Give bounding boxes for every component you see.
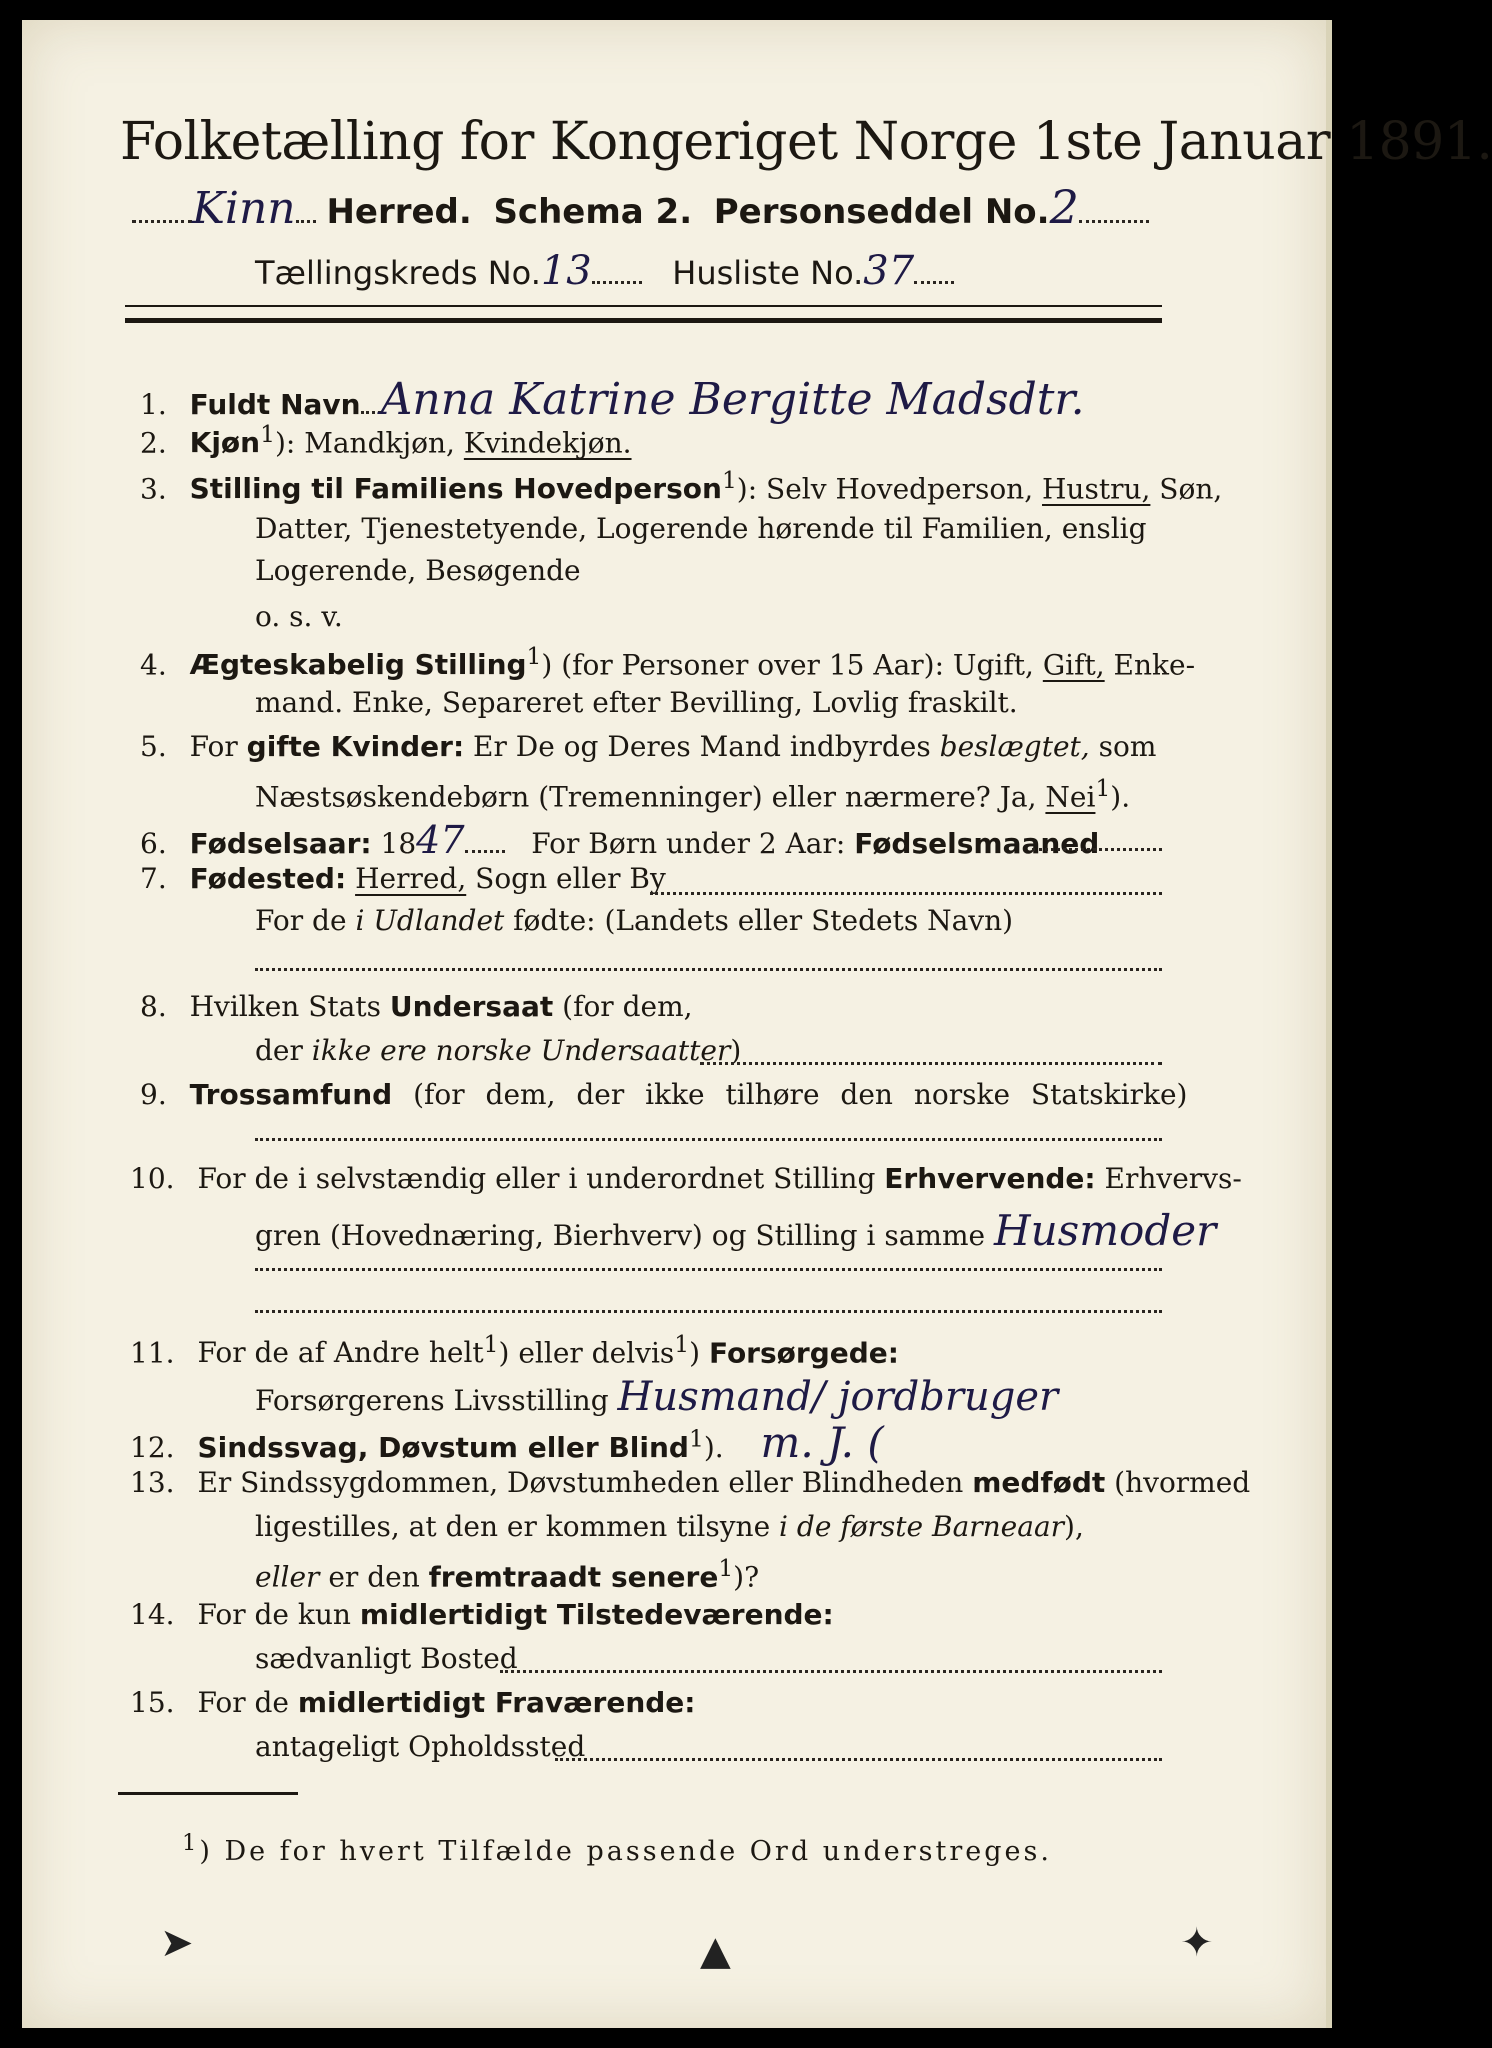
item-label: fremtraadt senere (428, 1560, 719, 1594)
item-6 (140, 818, 1099, 862)
item-number: 4. (140, 648, 167, 682)
schema-label: Schema 2. (493, 192, 693, 232)
item-text: som (1089, 730, 1157, 763)
item-text: ): Selv Hovedperson, (736, 472, 1043, 506)
underlined-choice: Gift, (1042, 648, 1105, 682)
item-10 (130, 1162, 1242, 1195)
underlined-choice: Kvindekjøn. (463, 426, 632, 460)
item-2 (140, 420, 632, 459)
item-text: Søn, (1150, 472, 1223, 506)
fill-line (255, 1310, 1162, 1313)
header-rule-thin (125, 305, 1162, 307)
item-text: 18 (371, 827, 417, 860)
item-label: Ægteskabelig Stilling (189, 648, 527, 682)
kreds-label: Tællingskreds No. (255, 254, 541, 292)
fill-line (555, 1758, 1162, 1761)
item-text: Enke- (1104, 648, 1196, 682)
footnote (182, 1830, 1052, 1867)
item-5 (140, 730, 1156, 763)
item-text: Forsørgerens Livsstilling (255, 1384, 609, 1417)
item-text: For de (197, 1686, 298, 1719)
item-4-line-2: mand. Enke, Separeret efter Bevilling, Lovlig fraskilt. (255, 686, 1018, 719)
footnote-ref: 1 (483, 1330, 499, 1358)
item-8-line-2 (255, 1034, 741, 1067)
item-7 (140, 862, 666, 895)
item-3-line-3: Logerende, Besøgende (255, 554, 581, 587)
item-13-line-2 (255, 1510, 1084, 1543)
husliste-label: Husliste No. (672, 254, 864, 292)
footnote-ref: 1 (718, 1554, 734, 1582)
underlined-choice: Nei (1045, 780, 1096, 814)
item-number: 13. (130, 1466, 175, 1499)
item-text (364, 904, 373, 937)
item-4 (140, 642, 1195, 681)
item-text: er den (319, 1560, 429, 1594)
item-text: ) (730, 1034, 742, 1067)
item-text: ligestilles, at den er kommen tilsyne (255, 1510, 780, 1543)
item-label: Stilling til Familiens Hovedperson (189, 472, 722, 506)
footnote-ref: 1 (1095, 774, 1111, 802)
item-text: ) eller delvis (498, 1336, 675, 1370)
item-label: Fødested: (189, 862, 347, 895)
husliste-value: 37 (863, 248, 915, 294)
fill-line (255, 1138, 1162, 1141)
item-label: Trossamfund (189, 1078, 393, 1111)
item-3-line-4: o. s. v. (255, 600, 343, 633)
footnote-rule (118, 1792, 298, 1795)
item-text: Erhvervs- (1095, 1162, 1242, 1195)
item-number: 14. (130, 1598, 175, 1631)
item-number: 6. (140, 827, 167, 860)
item-label: Erhvervende: (884, 1162, 1096, 1195)
footnote-ref: 1 (674, 1330, 690, 1358)
item-label: Fuldt Navn (189, 388, 361, 421)
header-rule-thick (125, 318, 1162, 323)
full-name-value: Anna Katrine Bergitte Madsdtr. (380, 374, 1085, 425)
item-text: (for dem, der ikke tilhøre den norske Statskirke) (392, 1078, 1188, 1111)
herred-label: Herred. (326, 192, 472, 232)
pin-mark-icon: ✦ (1180, 1920, 1214, 1966)
item-label: Fødselsmaaned (854, 827, 1100, 860)
item-9 (140, 1078, 1187, 1111)
item-text: Sogn eller By (466, 862, 666, 895)
item-text: ). (1110, 780, 1131, 814)
fill-line (700, 1062, 1162, 1065)
item-text: ), (1064, 1510, 1084, 1543)
item-5-line-2 (255, 774, 1130, 813)
item-11 (130, 1330, 899, 1369)
item-text: )? (733, 1560, 760, 1594)
item-label: Sindssvag, Døvstum eller Blind (197, 1431, 689, 1464)
personseddel-label: Personseddel No. (713, 192, 1050, 232)
item-label: midlertidigt Fraværende: (297, 1686, 696, 1719)
item-text: fødte: (Landets eller Stedets Navn) (504, 904, 1014, 937)
item-text: For de kun (197, 1598, 360, 1631)
personseddel-value: 2 (1049, 180, 1079, 234)
kreds-line (255, 248, 954, 294)
item-text: ) (for Personer over 15 Aar): Ugift, (541, 648, 1043, 682)
item-text: ). (703, 1431, 724, 1464)
item-number: 8. (140, 990, 167, 1023)
footnote-ref: 1 (688, 1424, 704, 1453)
item-italic: eller (255, 1560, 320, 1594)
item-1 (140, 374, 1085, 425)
herred-value: Kinn (192, 183, 296, 234)
footnote-ref: 1 (721, 466, 737, 494)
item-label: gifte Kvinder: (246, 730, 465, 763)
footnote-ref: 1 (526, 642, 542, 670)
footnote-ref: 1 (182, 1830, 200, 1856)
item-text: Er Sindssygdommen, Døvstumheden eller Blindheden (197, 1466, 973, 1499)
item-text: (for dem, (553, 990, 693, 1023)
item-text: der (255, 1034, 312, 1067)
item-number: 12. (130, 1431, 175, 1464)
item-13 (130, 1466, 1250, 1499)
form-title: Folketælling for Kongeriget Norge 1ste Januar 1891. (120, 112, 1492, 172)
item-text: Hvilken Stats (189, 990, 390, 1023)
item-number: 15. (130, 1686, 175, 1719)
item-text: (hvormed (1105, 1466, 1251, 1499)
item-number: 10. (130, 1162, 175, 1195)
footnote-ref: 1 (260, 420, 275, 448)
underlined-choice: Hustru, (1042, 472, 1151, 506)
item-text: ) (689, 1336, 709, 1370)
item-label: Kjøn (189, 426, 261, 460)
item-8 (140, 990, 693, 1023)
item-label: midlertidigt Tilstedeværende: (359, 1598, 834, 1631)
fill-line (1032, 848, 1162, 851)
footnote-text: ) De for hvert Tilfælde passende Ord understreges. (199, 1836, 1052, 1867)
item-number: 5. (140, 730, 167, 763)
item-label: Forsørgede: (708, 1336, 899, 1370)
item-italic: ikke ere norske Undersaatter (311, 1034, 731, 1067)
item-text: gren (Hovednæring, Bierhverv) og Stilling i samme (255, 1219, 986, 1252)
item-14-line-2: sædvanligt Bosted (255, 1642, 518, 1675)
item-label: Undersaat (389, 990, 554, 1023)
item-12 (130, 1418, 884, 1467)
pin-mark-icon: ▲ (700, 1928, 731, 1974)
item-7-line-2 (255, 904, 1013, 937)
item-label: Fødselsaar: (189, 827, 372, 860)
fill-line (255, 968, 1162, 971)
item-number: 2. (140, 426, 167, 460)
fill-line (255, 1268, 1162, 1271)
item-11-line-2 (255, 1374, 1058, 1420)
item-text: For de af Andre helt (197, 1336, 484, 1370)
item-text: For de i selvstændig eller i underordnet Stilling (197, 1162, 885, 1195)
disability-value: m. J. ( (760, 1418, 884, 1467)
item-text: ): Mandkjøn, (274, 426, 464, 460)
item-3 (140, 466, 1222, 505)
item-number: 9. (140, 1078, 167, 1111)
underlined-choice: Herred, (355, 862, 467, 895)
birth-year-value: 47 (416, 818, 465, 862)
item-italic: i de første Barneaar (779, 1510, 1065, 1543)
item-number: 7. (140, 862, 167, 895)
item-italic: i (355, 904, 365, 937)
occupation-value: Husmoder (994, 1206, 1217, 1255)
item-text: Næstsøskendebørn (Tremenninger) eller nærmere? Ja, (255, 780, 1046, 814)
item-italic: beslægtet, (939, 730, 1090, 763)
item-13-line-3 (255, 1554, 759, 1593)
item-15 (130, 1686, 695, 1719)
item-text: For (189, 730, 247, 763)
item-italic: Udlandet (373, 904, 505, 937)
item-label: medfødt (972, 1466, 1106, 1499)
item-text: For Børn under 2 Aar: (531, 827, 855, 860)
item-number: 3. (140, 472, 167, 506)
item-number: 1. (140, 388, 167, 421)
item-number: 11. (130, 1336, 175, 1370)
item-text: Er De og Deres Mand indbyrdes (464, 730, 940, 763)
herred-line (132, 180, 1149, 234)
fill-line (650, 892, 1162, 895)
kreds-value: 13 (540, 248, 592, 294)
item-15-line-2: antageligt Opholdssted (255, 1730, 586, 1763)
item-text: For de (255, 904, 356, 937)
fill-line (500, 1670, 1162, 1673)
provider-occupation-value: Husmand/ jordbruger (617, 1374, 1059, 1420)
item-10-line-2 (255, 1206, 1216, 1255)
pin-mark-icon: ➤ (160, 1920, 194, 1966)
item-3-line-2: Datter, Tjenestetyende, Logerende hørende til Familien, enslig (255, 512, 1147, 545)
item-14 (130, 1598, 834, 1631)
